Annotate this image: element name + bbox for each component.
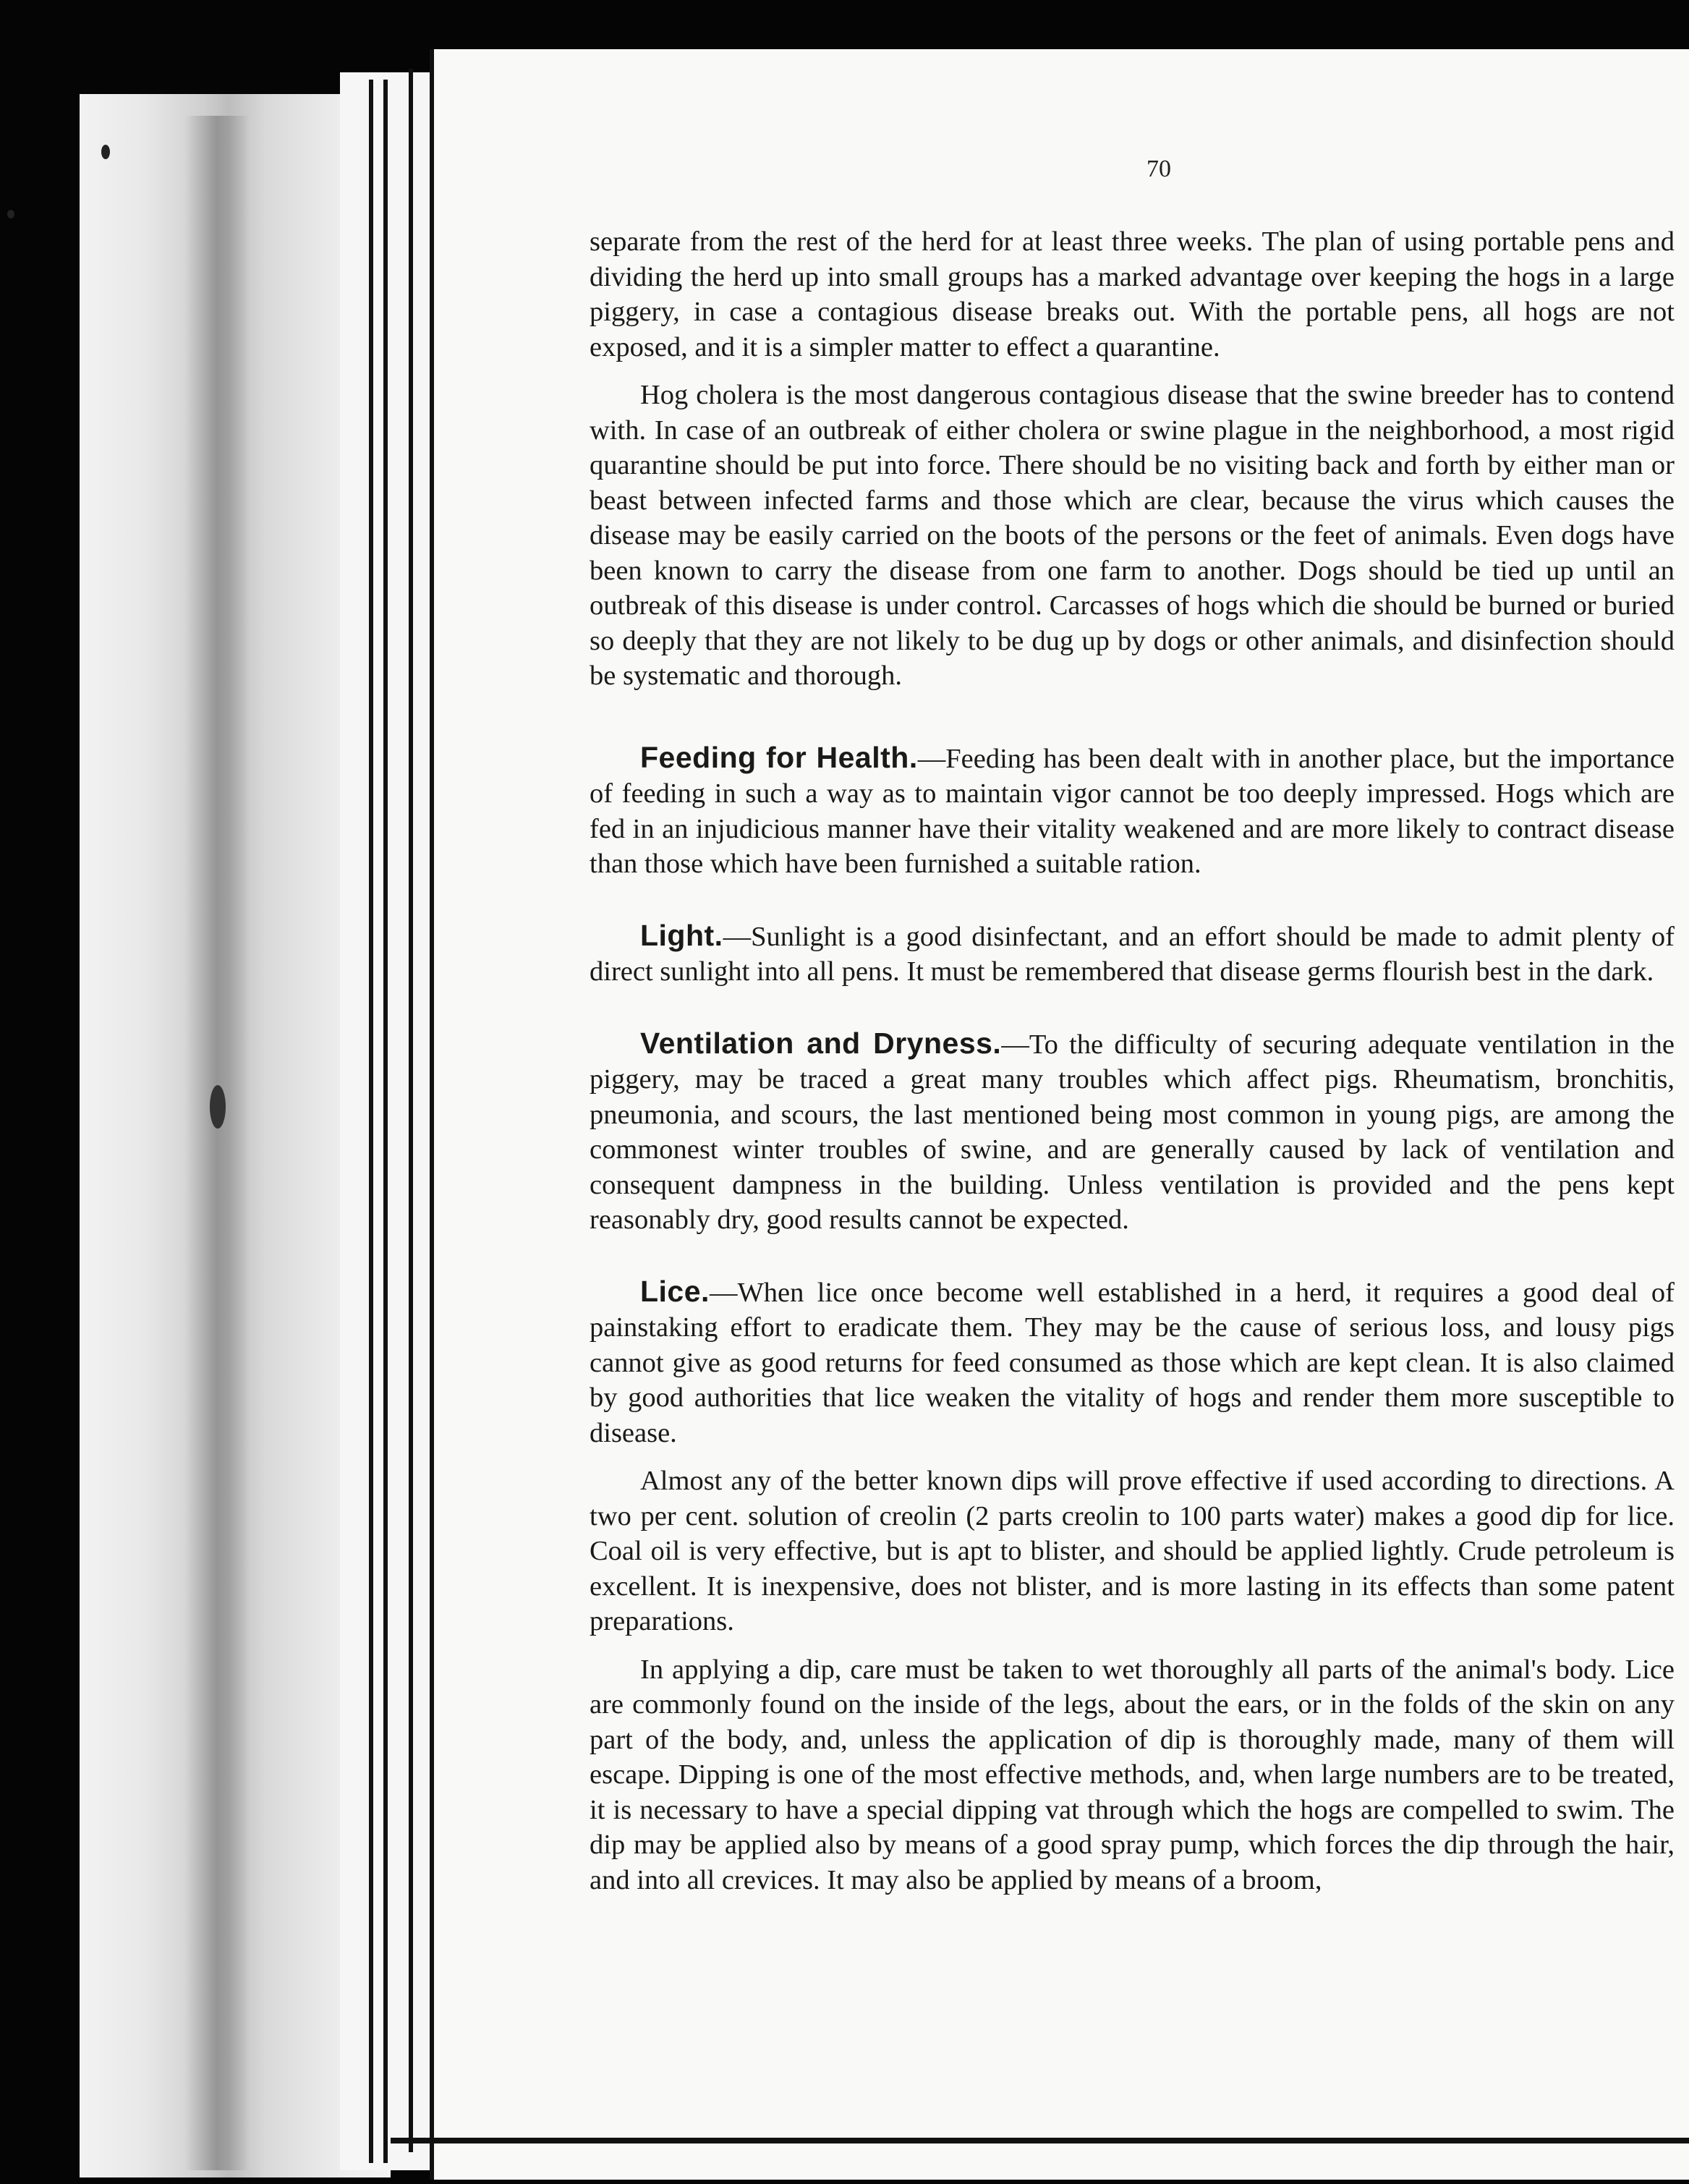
paragraph-text: Almost any of the better known dips will prove effective if used according to directions. A two per cent. solution of creolin (2 parts creolin to 100 parts water) makes a good dip for lice. Coal oil is very effective, but is apt to blister, and should be applied lightly. Crude petroleum is excellent. It is inexpensive, does not blister, and is more lasting in its effects than some patent preparations. (590, 1466, 1675, 1636)
margin-speck (210, 1085, 226, 1129)
book-spine-shadow (184, 116, 250, 2170)
paragraph-text: separate from the rest of the herd for at least three weeks. The plan of using portable pens and dividing the herd up into small groups has a marked advantage over keeping the hogs in a large piggery, in case a contagious disease breaks out. With the portable pens, all hogs are not exposed, and it is a simpler matter to effect a quarantine. (590, 226, 1675, 362)
paragraph-dips (590, 1463, 1675, 1639)
paragraph-hog-cholera (590, 378, 1675, 694)
margin-speck (101, 145, 110, 159)
frame-rule (369, 80, 373, 2163)
paragraph-text: —Feeding has been dealt with in another place, but the importance of feeding in such a way as to maintain vigor cannot be too deeply impressed. Hogs which are fed in an injudicious manner have their vitality weakened and are more likely to contract disease than those which have been furnished a suitable ration. (590, 743, 1675, 879)
paragraph-text: In applying a dip, care must be taken to wet thoroughly all parts of the animal's body. Lice are commonly found on the inside of the legs, about the ears, or in the folds of the skin on any part of the body, and, unless the application of dip is thoroughly made, many of them will escape. Dipping is one of the most effective methods, and, when large numbers are to be treated, it is necessary to have a special dipping vat through which the hogs are compelled to swim. The dip may be applied also by means of a good spray pump, which forces the dip through the hair, and into all crevices. It may also be applied by means of a broom, (590, 1654, 1675, 1895)
paragraph-text: —Sunlight is a good disinfectant, and an effort should be made to admit plenty of direct sunlight into all pens. It must be remembered that disease germs flourish best in the dark. (590, 921, 1675, 987)
frame-rule (383, 80, 388, 2163)
paragraph-text: —To the difficulty of securing adequate ventilation in the piggery, may be traced a great many troubles which affect pigs. Rheumatism, bronchitis, pneumonia, and scours, the last mentioned being most common in young pigs, are among the commonest winter troubles of swine, and are generally caused by lack of ventilation and consequent dampness in the building. Unless ventilation is provided and the pens kept reasonably dry, good results cannot be expected. (590, 1029, 1675, 1235)
section-heading: Feeding for Health. (640, 740, 918, 774)
paragraph-applying-dip (590, 1652, 1675, 1898)
margin-speck (7, 210, 14, 218)
paragraph-text: Hog cholera is the most dangerous contagious disease that the swine breeder has to contend with. In case of an outbreak of either cholera or swine plague in the neighborhood, a most rigid quarantine should be put into force. There should be no visiting back and forth by either man or beast between infected farms and those which are clear, because the virus which causes the disease may be easily carried on the boots of the persons or the feet of animals. Even dogs have been known to carry the disease from one farm to another. Dogs should be tied up until an outbreak of this disease is under control. Carcasses of hogs which die should be burned or buried so deeply that they are not likely to be dug up by dogs or other animals, and disinfection should be systematic and thorough. (590, 380, 1675, 691)
page-number: 70 (1146, 156, 1171, 182)
page-body (590, 224, 1675, 1898)
section-lice (590, 1274, 1675, 1451)
section-heading: Lice. (640, 1274, 710, 1308)
section-light (590, 918, 1675, 990)
section-heading: Light. (640, 918, 723, 952)
paragraph-text: —When lice once become well established in a herd, it requires a good deal of painstaking effort to eradicate them. They may be the cause of serious loss, and lousy pigs cannot give as good returns for feed consumed as those which are kept clean. It is also claimed by good authorities that lice weaken the vitality of hogs and render them more susceptible to disease. (590, 1277, 1675, 1448)
section-ventilation-and-dryness (590, 1026, 1675, 1238)
paragraph-quarantine-continued (590, 224, 1675, 365)
section-heading: Ventilation and Dryness. (640, 1026, 1002, 1060)
frame-rule (409, 69, 413, 2152)
page-bottom-rule (391, 2138, 1689, 2143)
section-feeding-for-health (590, 740, 1675, 882)
